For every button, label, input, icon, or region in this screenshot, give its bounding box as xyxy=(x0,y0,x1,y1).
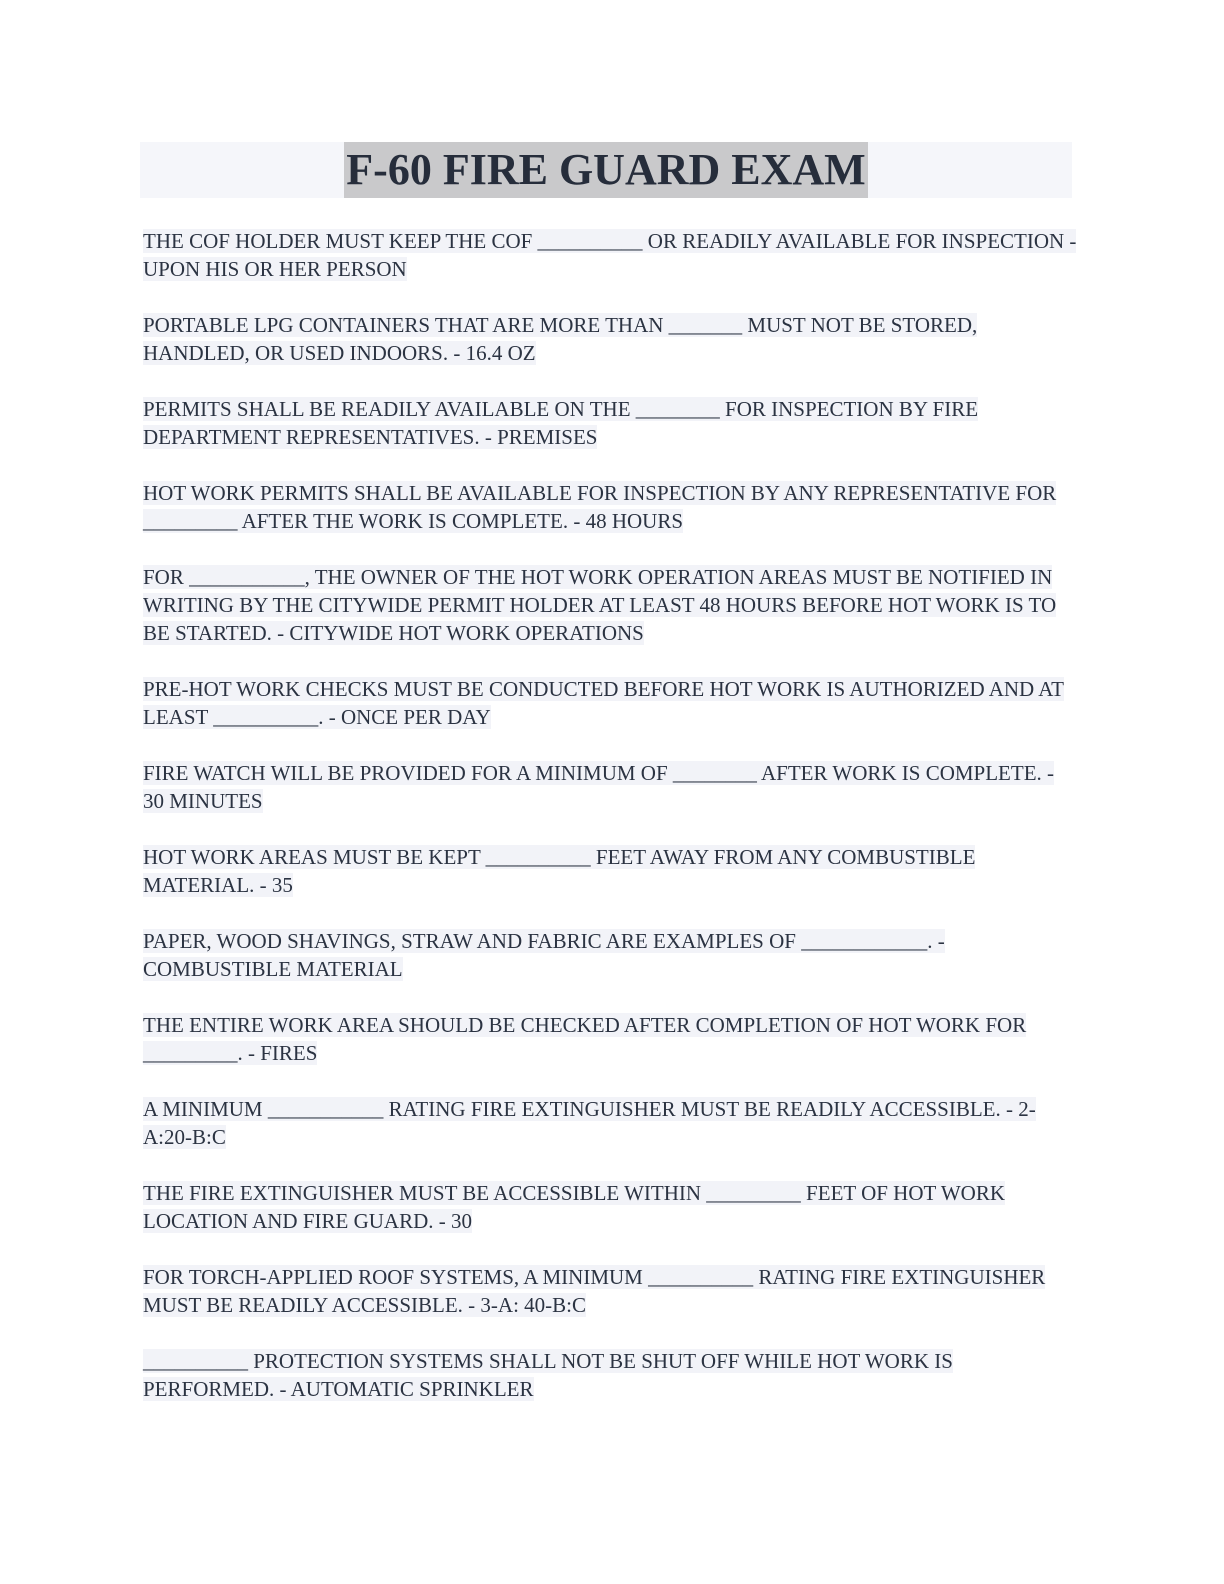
question-item xyxy=(143,311,1078,367)
question-item xyxy=(143,563,1078,647)
question-item xyxy=(143,479,1078,535)
question-text: PERMITS SHALL BE READILY AVAILABLE ON THE ________ FOR INSPECTION BY FIRE DEPARTMENT REPRESENTATIVES. - PREMISES xyxy=(143,397,979,449)
question-text: __________ PROTECTION SYSTEMS SHALL NOT BE SHUT OFF WHILE HOT WORK IS PERFORMED. - AUTOMATIC SPRINKLER xyxy=(143,1349,953,1401)
question-text: PRE-HOT WORK CHECKS MUST BE CONDUCTED BEFORE HOT WORK IS AUTHORIZED AND AT LEAST __________. - ONCE PER DAY xyxy=(143,677,1064,729)
question-item xyxy=(143,395,1078,451)
question-text: FOR ___________, THE OWNER OF THE HOT WORK OPERATION AREAS MUST BE NOTIFIED IN WRITING BY THE CITYWIDE PERMIT HOLDER AT LEAST 48 HOURS BEFORE HOT WORK IS TO BE STARTED. - CITYWIDE HOT WORK OPERATIONS xyxy=(143,565,1057,645)
question-item xyxy=(143,227,1078,283)
question-text: PORTABLE LPG CONTAINERS THAT ARE MORE THAN _______ MUST NOT BE STORED, HANDLED, OR USED INDOORS. - 16.4 OZ xyxy=(143,313,978,365)
question-list xyxy=(143,227,1078,1431)
question-text: THE COF HOLDER MUST KEEP THE COF __________ OR READILY AVAILABLE FOR INSPECTION - UPON HIS OR HER PERSON xyxy=(143,229,1077,281)
question-item xyxy=(143,1179,1078,1235)
question-text: FOR TORCH-APPLIED ROOF SYSTEMS, A MINIMUM __________ RATING FIRE EXTINGUISHER MUST BE READILY ACCESSIBLE. - 3-A: 40-B:C xyxy=(143,1265,1046,1317)
question-text: PAPER, WOOD SHAVINGS, STRAW AND FABRIC ARE EXAMPLES OF ____________. - COMBUSTIBLE MATERIAL xyxy=(143,929,945,981)
question-text: HOT WORK PERMITS SHALL BE AVAILABLE FOR INSPECTION BY ANY REPRESENTATIVE FOR _________ AFTER THE WORK IS COMPLETE. - 48 HOURS xyxy=(143,481,1057,533)
question-item xyxy=(143,1011,1078,1067)
question-item xyxy=(143,1263,1078,1319)
question-item xyxy=(143,843,1078,899)
title-band xyxy=(140,142,1072,198)
page-title: F-60 FIRE GUARD EXAM xyxy=(344,142,867,198)
question-item xyxy=(143,927,1078,983)
question-item xyxy=(143,675,1078,731)
question-text: HOT WORK AREAS MUST BE KEPT __________ FEET AWAY FROM ANY COMBUSTIBLE MATERIAL. - 35 xyxy=(143,845,976,897)
question-item xyxy=(143,1347,1078,1403)
question-text: FIRE WATCH WILL BE PROVIDED FOR A MINIMUM OF ________ AFTER WORK IS COMPLETE. - 30 MINUTES xyxy=(143,761,1055,813)
question-text: THE FIRE EXTINGUISHER MUST BE ACCESSIBLE WITHIN _________ FEET OF HOT WORK LOCATION AND FIRE GUARD. - 30 xyxy=(143,1181,1005,1233)
question-text: THE ENTIRE WORK AREA SHOULD BE CHECKED AFTER COMPLETION OF HOT WORK FOR _________. - FIRES xyxy=(143,1013,1027,1065)
question-item xyxy=(143,759,1078,815)
question-text: A MINIMUM ___________ RATING FIRE EXTINGUISHER MUST BE READILY ACCESSIBLE. - 2-A:20-B:C xyxy=(143,1097,1036,1149)
question-item xyxy=(143,1095,1078,1151)
